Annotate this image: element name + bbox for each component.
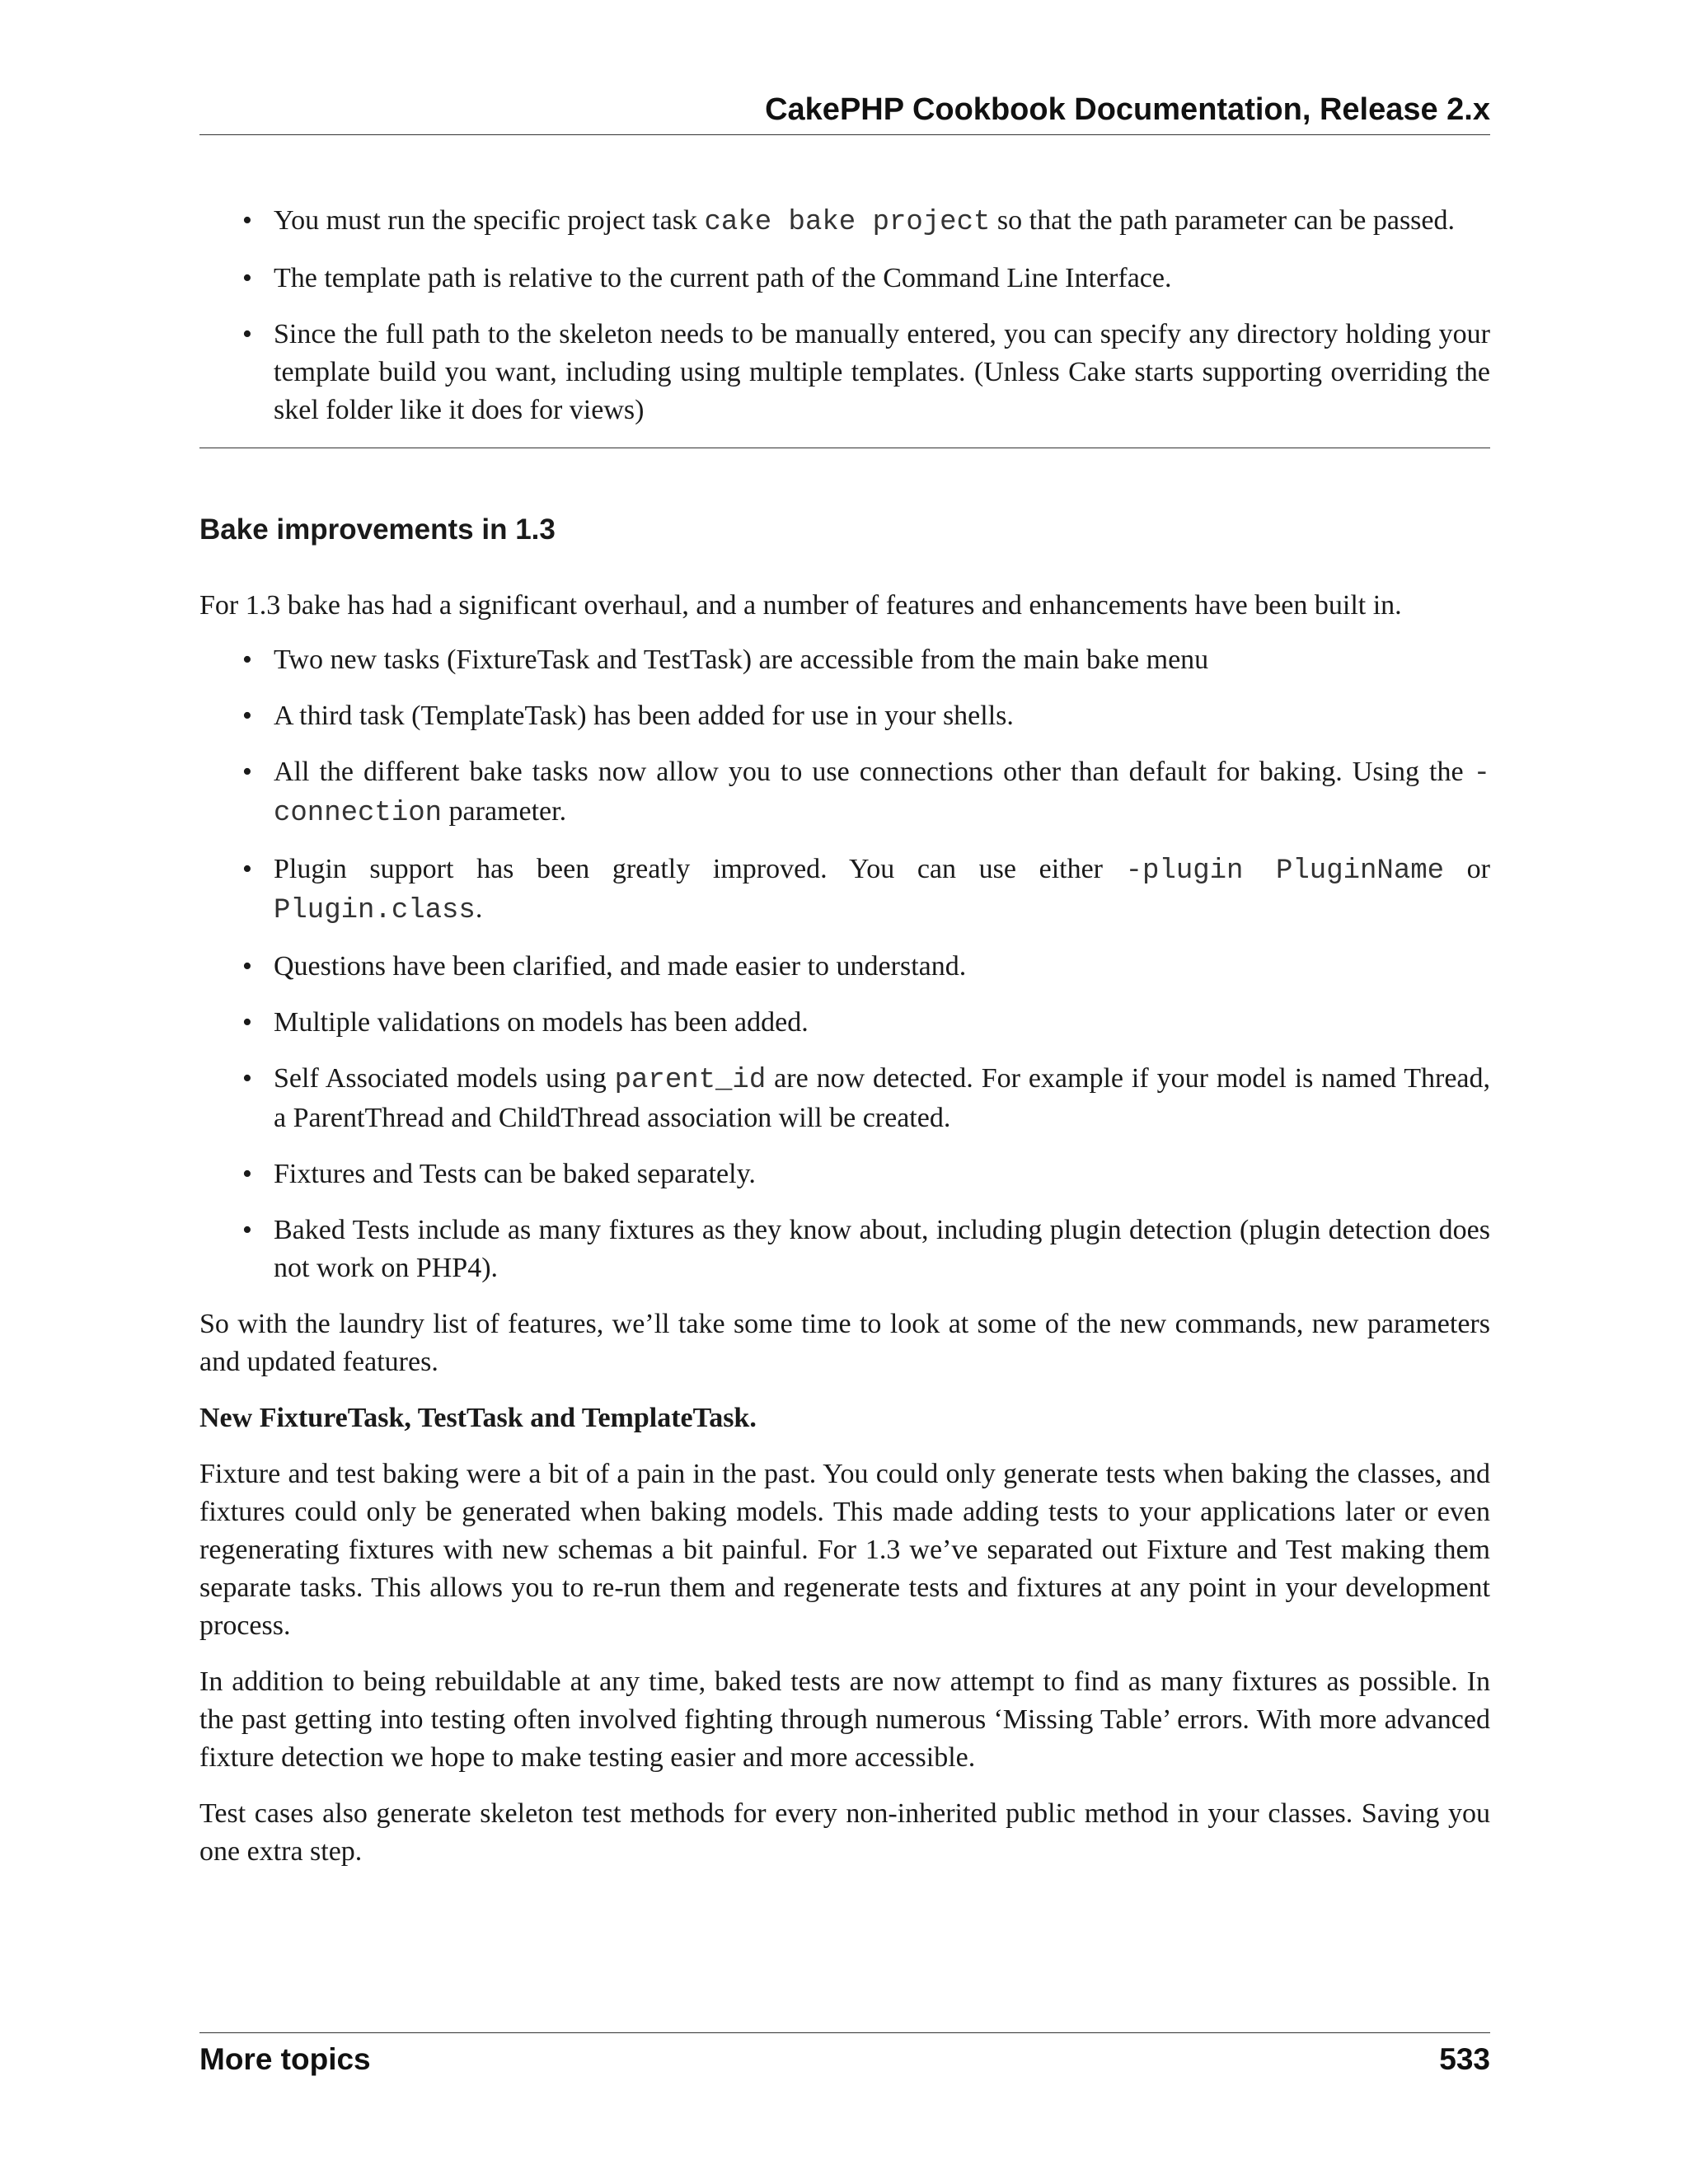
list-item: • All the different bake tasks now allow you to use connections other than default for baking. Using the -connection parameter. [274, 753, 1490, 832]
list-item: • A third task (TemplateTask) has been added for use in your shells. [274, 697, 1490, 735]
inline-code: -plugin PluginName [1125, 855, 1445, 887]
page-number: 533 [1439, 2042, 1490, 2076]
improvements-list [199, 641, 1490, 1287]
inline-code: cake bake project [704, 207, 991, 238]
summary-paragraph: So with the laundry list of features, we’ll take some time to look at some of the new commands, new parameters and updated features. [199, 1309, 1490, 1377]
section-title: Bake improvements in 1.3 [199, 513, 556, 546]
subheading: New FixtureTask, TestTask and TemplateTask. [199, 1403, 757, 1433]
header-rule [199, 134, 1490, 135]
list-item: • The template path is relative to the current path of the Command Line Interface. [274, 260, 1490, 298]
inline-code: parent_id [614, 1065, 767, 1096]
section-intro: For 1.3 bake has had a significant overhaul, and a number of features and enhancements have been built in. [199, 590, 1402, 621]
document-page [199, 0, 1490, 2184]
inline-code: -connection [274, 758, 1490, 829]
list-item: • Self Associated models using parent_id are now detected. For example if your model is named Thread, a ParentThread and ChildThread association will be created. [274, 1060, 1490, 1137]
list-item: • Since the full path to the skeleton needs to be manually entered, you can specify any directory holding your template build you want, including using multiple templates. (Unless Cake starts supporting overriding the skel folder like it does for views) [274, 316, 1490, 429]
paragraph: Test cases also generate skeleton test methods for every non-inherited public method in your classes. Saving you one extra step. [199, 1798, 1490, 1867]
running-header: CakePHP Cookbook Documentation, Release 2.x [765, 92, 1490, 127]
paragraph: In addition to being rebuildable at any time, baked tests are now attempt to find as many fixtures as possible. In the past getting into testing often involved fighting through numerous ‘Missing Table’ errors. With more advanced fixture detection we hope to make testing easier and more accessible. [199, 1666, 1490, 1773]
list-item: • Fixtures and Tests can be baked separately. [274, 1155, 1490, 1193]
list-item: • You must run the specific project task cake bake project so that the path parameter can be passed. [274, 202, 1490, 241]
list-item: • Questions have been clarified, and made easier to understand. [274, 948, 1490, 986]
list-item: • Baked Tests include as many fixtures as they know about, including plugin detection (plugin detection does not work on PHP4). [274, 1212, 1490, 1287]
footer-section-name: More topics [199, 2042, 371, 2076]
page-content [199, 202, 1490, 1889]
list-item: • Two new tasks (FixtureTask and TestTask) are accessible from the main bake menu [274, 641, 1490, 679]
inline-code: Plugin.class [274, 895, 476, 926]
skeleton-notes-list [199, 202, 1490, 429]
paragraph: Fixture and test baking were a bit of a pain in the past. You could only generate tests when baking the classes, and fixtures could only be generated when baking models. This made adding tests to your applications later or even regenerating fixtures with new schemas a bit painful. For 1.3 we’ve separated out Fixture and Test making them separate tasks. This allows you to re-run them and regenerate tests and fixtures at any point in your development process. [199, 1459, 1490, 1641]
footer-rule [199, 2032, 1490, 2033]
list-item: • Multiple validations on models has been added. [274, 1004, 1490, 1042]
list-item: • Plugin support has been greatly improved. You can use either -plugin PluginName or Plugin.class. [274, 851, 1490, 930]
